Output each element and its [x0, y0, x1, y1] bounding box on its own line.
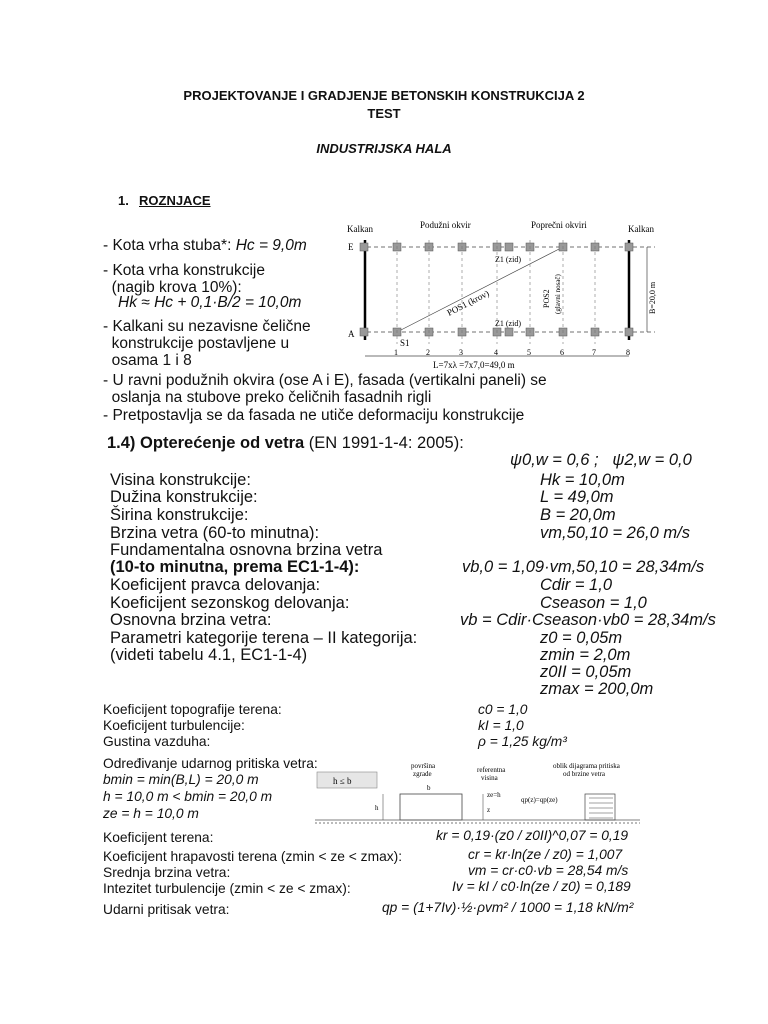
label-ze: ze=h	[487, 791, 501, 799]
coef-label: Koeficijent turbulencije:	[103, 718, 245, 733]
label-z1-top: Z1 (zid)	[495, 255, 521, 264]
label-pos1: POS1 (krov)	[445, 288, 491, 318]
wind-equation: L = 49,0m	[540, 488, 614, 506]
bullet-text: (nagib krova 10%):	[103, 279, 242, 296]
coef-equation: kI = 1,0	[478, 718, 524, 733]
axis-number: 4	[494, 348, 498, 357]
label-pos2: POS2	[542, 289, 551, 308]
wind-label: Širina konstrukcije:	[110, 506, 249, 524]
wind-heading-number: 1.4)	[107, 434, 141, 452]
bullet-text: osama 1 i 8	[103, 352, 192, 369]
wind-label: Brzina vetra (60-to minutna):	[110, 524, 320, 542]
coef-equation: ρ = 1,25 kg/m³	[478, 734, 567, 749]
wind-equation: zmin = 2,0m	[540, 646, 631, 664]
wind-equation: Hk = 10,0m	[540, 471, 625, 489]
pressure-equation: bmin = min(B,L) = 20,0 m	[103, 772, 259, 787]
label-poduzni-okvir: Podužni okvir	[420, 220, 471, 230]
axis-number: 5	[527, 348, 531, 357]
final-label: Srednja brzina vetra:	[103, 865, 231, 880]
section-title: ROZNJACE	[139, 193, 211, 208]
coef-equation: c0 = 1,0	[478, 702, 528, 717]
bullet-text: - Kalkani su nezavisne čelične	[103, 318, 311, 335]
label-od-brzine: od brzine vetra	[563, 770, 605, 778]
structural-plan-diagram	[335, 216, 665, 371]
wind-heading-rest: (EN 1991-1-4: 2005):	[304, 434, 464, 452]
label-oblik: oblik dijagrama pritiska	[553, 762, 620, 770]
pressure-equation: h = 10,0 m < bmin = 20,0 m	[103, 789, 273, 804]
wind-label: Koeficijent sezonskog delovanja:	[110, 594, 350, 612]
label-z: z	[487, 806, 491, 814]
label-z1-bottom: Z1 (zid)	[495, 319, 521, 328]
label-kalkan-left: Kalkan	[347, 224, 373, 234]
section-number: 1.	[118, 193, 129, 208]
wind-label: Dužina konstrukcije:	[110, 488, 258, 506]
wind-equation: vm,50,10 = 26,0 m/s	[540, 524, 690, 542]
bullet-kota-stuba	[103, 237, 307, 255]
label-referentna: referentna	[477, 766, 506, 774]
final-equation: cr = kr·ln(ze / z0) = 1,007	[468, 847, 623, 862]
bullet-text: - Kota vrha stuba*:	[103, 237, 236, 254]
label-visina: visina	[481, 774, 498, 782]
wind-label: Fundamentalna osnovna brzina vetra	[110, 541, 383, 559]
bullet-text: konstrukcije postavljene u	[103, 335, 290, 352]
pressure-title: Određivanje udarnog pritiska vetra:	[103, 756, 318, 771]
wind-label: (videti tabelu 4.1, EC1-1-4)	[110, 646, 308, 664]
wind-equation: vb,0 = 1,09·vm,50,10 = 28,34m/s	[462, 558, 705, 576]
axis-number: 7	[592, 348, 596, 357]
dim-b: B=20,0 m	[648, 281, 657, 314]
axis-number: 1	[394, 348, 398, 357]
label-qp: qp(z)=qp(ze)	[521, 796, 558, 804]
label-povrsina: površina	[411, 762, 436, 770]
final-label: Intezitet turbulencije (zmin < ze < zmax):	[103, 881, 351, 896]
final-equation: qp = (1+7Iv)·½·ρvm² / 1000 = 1,18 kN/m²	[382, 900, 634, 915]
wind-label: Koeficijent pravca delovanja:	[110, 576, 321, 594]
wind-equation: vb = Cdir·Cseason·vb0 = 28,34m/s	[460, 611, 716, 629]
document-subtitle: INDUSTRIJSKA HALA	[316, 141, 452, 156]
wind-equation: z0 = 0,05m	[540, 629, 623, 647]
coef-label: Gustina vazduha:	[103, 734, 211, 749]
final-equation: kr = 0,19·(z0 / z0II)^0,07 = 0,19	[436, 828, 629, 843]
document-title: PROJEKTOVANJE I GRADJENJE BETONSKIH KONSTRUKCIJA 2	[183, 88, 585, 103]
bullet-equation: Hk ≈ Hc + 0,1·B/2 = 10,0m	[118, 294, 302, 311]
wind-equation: zmax = 200,0m	[540, 680, 654, 698]
wind-equation: Cdir = 1,0	[540, 576, 612, 594]
axis-number: 3	[459, 348, 463, 357]
axis-e-label: E	[348, 242, 354, 252]
axis-number: 2	[426, 348, 430, 357]
label-pos2-b: (glavni nosač)	[554, 274, 562, 314]
coef-label: Koeficijent topografije terena:	[103, 702, 282, 717]
label-b: b	[427, 784, 431, 792]
axis-number: 6	[560, 348, 564, 357]
label-zgrade: zgrade	[413, 770, 432, 778]
wind-label: Osnovna brzina vetra:	[110, 611, 272, 629]
axis-a-label: A	[348, 329, 355, 339]
axis-number: 8	[626, 348, 630, 357]
psi-values: ψ0,w = 0,6 ; ψ2,w = 0,0	[510, 451, 692, 469]
wind-equation: Cseason = 1,0	[540, 594, 647, 612]
pressure-equation: ze = h = 10,0 m	[103, 806, 199, 821]
wind-label: Parametri kategorije terena – II kategorija:	[110, 629, 418, 647]
label-poprecni-okviri: Poprečni okviri	[531, 220, 587, 230]
final-equation: vm = cr·c0·vb = 28,54 m/s	[468, 863, 629, 878]
final-equation: Iv = kI / c0·ln(ze / z0) = 0,189	[452, 879, 631, 894]
label-h-le-b: h ≤ b	[333, 776, 352, 786]
bullet-text: - U ravni podužnih okvira (ose A i E), fasada (vertikalni paneli) se	[103, 372, 547, 389]
label-kalkan-right: Kalkan	[628, 224, 654, 234]
final-label: Koeficijent hrapavosti terena (zmin < ze < zmax):	[103, 849, 403, 864]
bullet-text: oslanja na stubove preko čeličnih fasadnih rigli	[103, 389, 432, 406]
label-s1: S1	[400, 338, 410, 348]
dim-l: L=7xλ =7x7,0=49,0 m	[433, 360, 515, 370]
wind-label: (10-to minutna, prema EC1-1-4):	[110, 558, 360, 576]
bullet-text: - Pretpostavlja se da fasada ne utiče deformaciju konstrukcije	[103, 407, 525, 424]
final-label: Udarni pritisak vetra:	[103, 902, 230, 917]
document-subtitle-test: TEST	[367, 106, 401, 121]
pos1-diagonal	[397, 247, 563, 332]
final-label: Koeficijent terena:	[103, 830, 214, 845]
wind-heading-bold: Opterećenje od vetra	[140, 434, 305, 452]
bullet-equation: Hc = 9,0m	[235, 237, 307, 254]
building-wind-diagram	[315, 760, 640, 826]
wind-equation: z0II = 0,05m	[540, 663, 632, 681]
bullet-text: - Kota vrha konstrukcije	[103, 262, 265, 279]
wind-equation: B = 20,0m	[540, 506, 616, 524]
label-h: h	[375, 804, 379, 812]
wind-heading	[107, 434, 464, 453]
wind-label: Visina konstrukcije:	[110, 471, 251, 489]
